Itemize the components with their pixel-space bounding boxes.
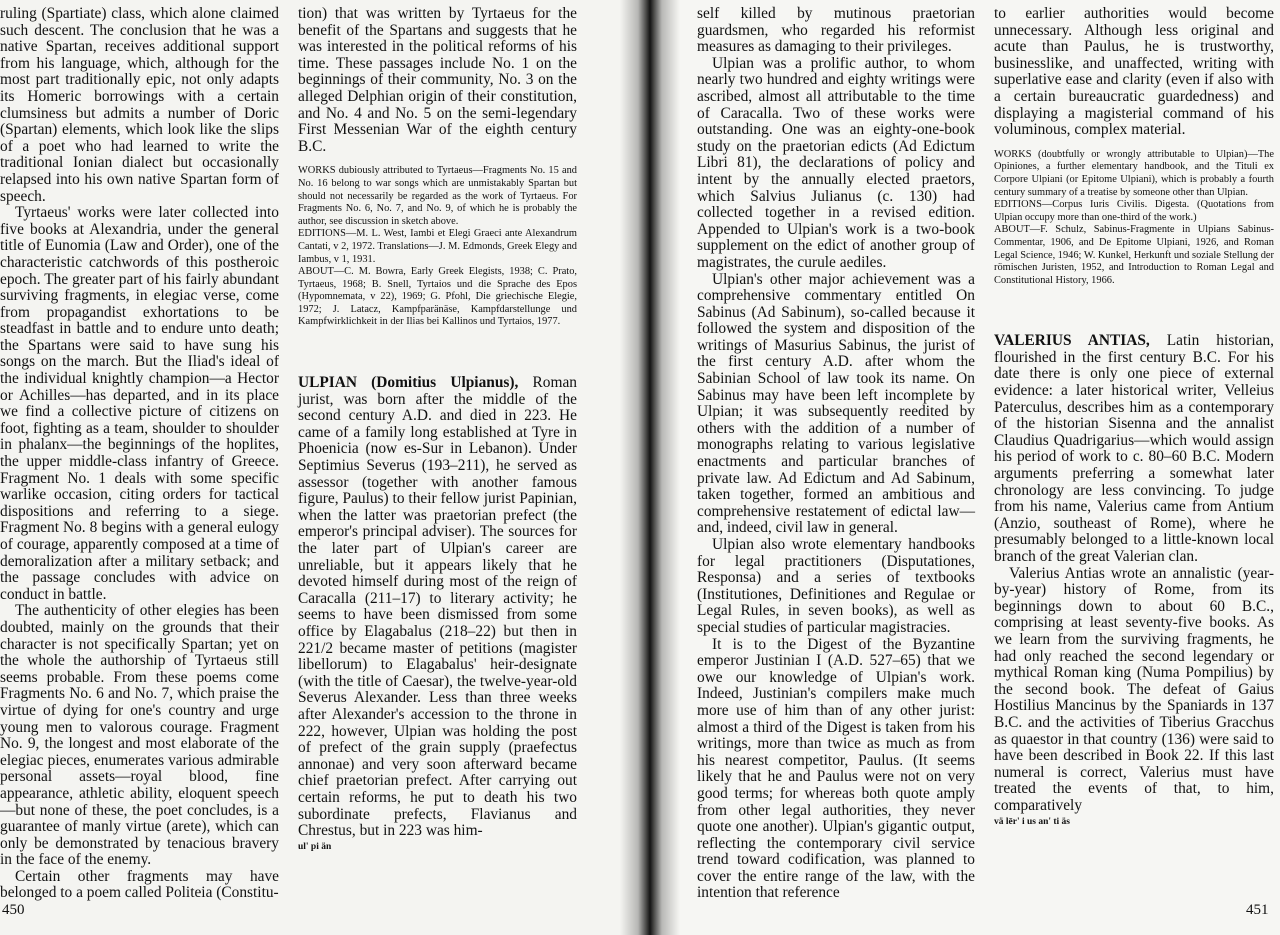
works-note: WORKS dubiously attributed to Tyrtaeus—Fragments No. 15 and No. 16 belong to war songs which are unmistakably Spartan but should not necessarily be regarded as the work of Tyrtaeus. For Fragments No. 6, No. 7, and No. 9, of which he is probably the author, see discussion in sketch above. [298,165,577,227]
paragraph: Ulpian was a prolific author, to whom nearly two hundred and eighty writings were ascribed, almost all attributable to the time of Caracalla. Two of these works were outstanding. One was an eighty-one-book study on the praetorian edicts (Ad Edictum Libri 81), the declarations of policy and intent by the annually elected praetors, which Salvius Julianus (c. 130) had collected together in a revised edition. Appended to Ulpian's work is a two-book supplement on the edict of another group of magistrates, the curule aediles. [697,54,975,271]
editions-note: EDITIONS—Corpus Iuris Civilis. Digesta. (Quotations from Ulpian occupy more than one-third of the work.) [994,199,1274,223]
entry-ulpian [298,375,577,840]
right-column-2 [994,6,1274,827]
paragraph: Ulpian also wrote elementary handbooks for legal practitioners (Disputationes, Responsa) and a series of textbooks (Institutiones, Definitiones and Regulae or Legal Rules, in seven books), as well as special studies of particular magistracies. [697,536,975,636]
entry-heading: ULPIAN (Domitius Ulpianus), [298,374,519,392]
paragraph: tion) that was written by Tyrtaeus for the benefit of the Spartans and suggests that he was interested in the political reforms of his time. These passages include No. 1 on the beginnings of their community, No. 3 on the alleged Delphian origin of their constitution, and No. 4 and No. 5 on the semi-legendary First Messenian War of the eighth century B.C. [298,5,577,155]
entry-valerius-antias [994,333,1274,565]
entry-body: Roman jurist, was born after the middle of the second century A.D. and died in 223. He came of a family long established at Tyre in Phoenicia (now es-Sur in Lebanon). Under Septimius Severus (193–211), he served as assessor (together with another famous figure, Paulus) to their fellow jurist Papinian, when the latter was praetorian prefect (the emperor's principal adviser). The sources for the later part of Ulpian's career are unreliable, but it appears likely that he devoted himself during most of the reign of Caracalla (211–17) to literary activity; he seems to have been dismissed from some office by Elagabalus (218–22) but then in 221/2 became master of petitions (magister libellorum) to Elagabalus' heir-designate (with the title of Caesar), the twelve-year-old Severus Alexander. Less than three weeks after Alexander's accession to the throne in 222, however, Ulpian was holding the post of prefect of the grain supply (praefectus annonae) and very soon afterward became chief praetorian prefect. After carrying out certain reforms, he put to death his two subordinate prefects, Flavianus and Chrestus, but in 223 was him- [298,374,577,840]
paragraph: Certain other fragments may have belonged to a poem called Politeia (Constitu- [0,867,279,902]
paragraph: It is to the Digest of the Byzantine emperor Justinian I (A.D. 527–65) that we owe our knowledge of Ulpian's work. Indeed, Justinian's compilers make much more use of him than of any other jurist: almost a third of the Digest is taken from his writings, more than twice as much as from his nearest competitor, Paulus. (It seems likely that he and Paulus were not on very good terms; for whereas both quote amply from other legal authorities, they never quote one another). Ulpian's gigantic output, reflecting the contemporary civil service trend toward codification, was planned to cover the entire range of the law, with the intention that reference [697,635,975,902]
about-note: ABOUT—C. M. Bowra, Early Greek Elegists, 1938; C. Prato, Tyrtaeus, 1968; B. Snell, Tyrtaios und die Sprache des Epos (Hypomnemata, v 22), 1969; G. Pfohl, Die griechische Elegie, 1972; J. Latacz, Kampfparänäse, Kampfdarstellunge und Kampfwirklichkeit in der Ilias bei Kallinos und Tyrtaios, 1977. [298,266,577,328]
works-note: WORKS (doubtfully or wrongly attributable to Ulpian)—The Opiniones, a further elementary handbook, and the Tituli ex Corpore Ulpiani (or Epitome Ulpiani), which is probably a fourth century summary of a treatise by someone other than Ulpian. [994,148,1274,198]
editions-note: EDITIONS—M. L. West, Iambi et Elegi Graeci ante Alexandrum Cantati, v 2, 1972. Translations—J. M. Edmonds, Greek Elegy and Iambus, v 1, 1931. [298,228,577,265]
page-number: 451 [1246,902,1269,918]
entry-heading: VALERIUS ANTIAS, [994,332,1150,350]
paragraph: The authenticity of other elegies has been doubted, mainly on the grounds that their character is not specifically Spartan; yet on the whole the authorship of Tyrtaeus still seems probable. From these poems come Fragments No. 6 and No. 7, which praise the virtue of dying for one's country and urge young men to valorous courage. Fragment No. 9, the longest and most elaborate of the elegiac pieces, enumerates various admirable personal assets—royal blood, fine appearance, athletic ability, eloquent speech—but none of these, the poet concludes, is a guarantee of manly virtue (arete), which can only be demonstrated by tenacious bravery in the face of the enemy. [0,602,279,869]
pronunciation: vä lēr' i us an' ti äs [994,816,1071,827]
pronunciation: ul' pi än [298,841,332,852]
page-number: 450 [2,902,25,918]
paragraph: ruling (Spartiate) class, which alone claimed such descent. The conclusion that he was a native Spartan, receives additional support from his language, which, although for the most part traditionally epic, not only adapts its Homeric borrowings with a certain clumsiness but admits a number of Doric (Spartan) elements, which look like the slips of a poet who had learned to write the traditional Ionian dialect but occasionally relapsed into his own native Spartan form of speech. [0,5,279,205]
about-note: ABOUT—F. Schulz, Sabinus-Fragmente in Ulpians Sabinus-Commentar, 1906, and De Epitome Ulpiani, 1926, and Roman Legal Science, 1946; W. Kunkel, Herkunft und soziale Stellung der römischen Juristen, 1952, and Introduction to Roman Legal and Constitutional History, 1966. [994,224,1274,286]
paragraph: to earlier authorities would become unnecessary. Although less original and acute than Paulus, he is trustworthy, businesslike, and unaffected, writing with superlative ease and clarity (even if also with a certain bureaucratic guardedness) and displaying a magisterial command of his voluminous, complex material. [994,5,1274,139]
paragraph: Valerius Antias wrote an annalistic (year-by-year) history of Rome, from its beginnings down to about 60 B.C., comprising at least seventy-five books. As we learn from the surviving fragments, he had only reached the second legendary or mythical Roman king (Numa Pompilius) by the second book. The defeat of Gaius Hostilius Mancinus by the Spaniards in 137 B.C. and the activities of Tiberius Gracchus as quaestor in that country (136) were said to have been described in Book 22. If this last numeral is correct, Valerius must have treated the events of that, to him, comparatively [994,564,1274,814]
left-column-1 [0,6,279,902]
paragraph: Tyrtaeus' works were later collected into five books at Alexandria, under the general title of Eunomia (Law and Order), one of the characteristic catchwords of this postheroic epoch. The greater part of his fairly abundant surviving fragments, in elegiac verse, come from propagandist exhortations to be steadfast in battle and to endure unto death; the Spartans were said to have sung his songs on the march. But the Iliad's ideal of the individual knightly champion—a Hector or Achilles—has departed, and in its place we find a collective picture of citizens on foot, fighting as a team, shoulder to shoulder in phalanx—the beginnings of the hoplites, the upper middle-class infantry of Greece. Fragment No. 1 deals with some specific warlike occasion, citing orders for tactical dispositions and referring to a siege. Fragment No. 8 begins with a general eulogy of courage, apparently composed at a time of demoralization after a military setback; and the passage concludes with advice on conduct in battle. [0,204,279,603]
left-column-2 [298,6,577,852]
paragraph: self killed by mutinous praetorian guardsmen, who regarded his reformist measures as damaging to their privileges. [697,5,975,56]
entry-body: Latin historian, flourished in the first century B.C. For his date there is only one piece of external evidence: a later historical writer, Velleius Paterculus, describes him as a contemporary of the historian Sisenna and the annalist Claudius Quadrigarius—which would assign his period of work to c. 80–60 B.C. Modern arguments preferring a somewhat later chronology are less convincing. To judge from his name, Valerius came from Antium (Anzio, southeast of Rome), where he presumably belonged to a little-known local branch of the great Valerian clan. [994,332,1274,565]
paragraph: Ulpian's other major achievement was a comprehensive commentary entitled On Sabinus (Ad Sabinum), so-called because it followed the system and disposition of the writings of Masurius Sabinus, the jurist of the first century A.D. after whom the Sabinian School of law took its name. On Sabinus may have been left incomplete by Ulpian; it was subsequently reedited by others with the addition of a number of monographs relating to various legislative enactments and particular branches of private law. Ad Edictum and Ad Sabinum, taken together, formed an ambitious and comprehensive restatement of edictal law—and, indeed, civil law in general. [697,270,975,537]
right-column-1 [697,6,975,902]
right-page [640,0,1280,935]
